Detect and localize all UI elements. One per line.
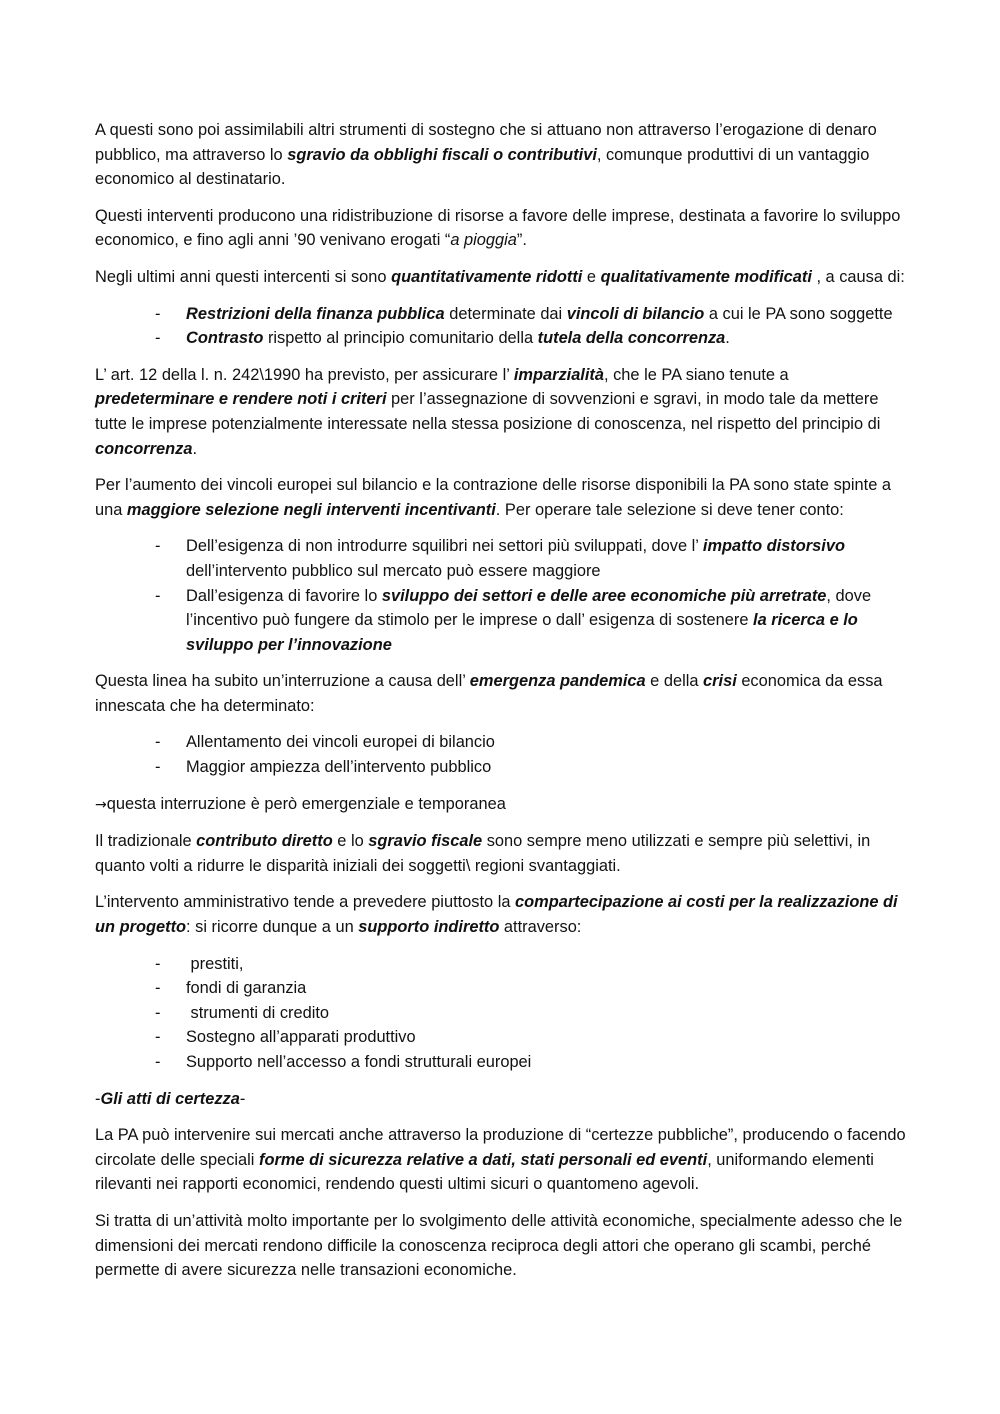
list-item: - Supporto nell’accesso a fondi strutturali europei (95, 1050, 907, 1075)
dash-marker: - (155, 758, 161, 777)
dash-marker: - (155, 537, 161, 556)
bullet-list-3 (95, 730, 907, 779)
list-item: - Dell’esigenza di non introdurre squilibri nei settori più sviluppati, dove l’ impatto distorsivo dell’intervento pubblico sul mercato può essere maggiore (95, 534, 907, 583)
arrow-right-icon: → (95, 796, 107, 813)
paragraph-5: Per l’aumento dei vincoli europei sul bilancio e la contrazione delle risorse disponibili la PA sono state spinte a una maggiore selezione negli interventi incentivanti. Per operare tale selezione si deve tener conto: (95, 476, 892, 519)
dash-marker: - (155, 733, 161, 752)
section-heading: -Gli atti di certezza- (95, 1089, 246, 1108)
paragraph-6: Questa linea ha subito un’interruzione a causa dell’ emergenza pandemica e della crisi economica da essa innescata che ha determinato: (95, 672, 883, 715)
emphasis: qualitativamente modificati (600, 267, 812, 286)
emphasis: sgravio da obblighi fiscali o contributivi (287, 145, 597, 164)
dash-marker: - (155, 1028, 161, 1047)
paragraph-7: →questa interruzione è però emergenziale e temporanea (95, 794, 506, 813)
document-body (95, 118, 907, 1295)
list-item: - Allentamento dei vincoli europei di bilancio (95, 730, 907, 755)
paragraph-4: L’ art. 12 della l. n. 242\1990 ha previsto, per assicurare l’ imparzialità, che le PA siano tenute a predeterminare e rendere noti i criteri per l’assegnazione di sovvenzioni e sgravi, in modo tale da mettere tutte le imprese potenzialmente interessate nella stessa posizione di conoscenza, nel rispetto del principio di concorrenza. (95, 365, 881, 458)
dash-marker: - (155, 954, 161, 973)
paragraph-11: Si tratta di un’attività molto importante per lo svolgimento delle attività economiche, specialmente adesso che le dimensioni dei mercati rendono difficile la conoscenza reciproca degli attori che operano gli scambi, perché permette di avere sicurezza nelle transazioni economiche. (95, 1211, 903, 1280)
bullet-list-4 (95, 952, 907, 1075)
bullet-list-2 (95, 534, 907, 657)
italic-text: a pioggia (450, 231, 517, 250)
list-item: - Sostegno all’apparati produttivo (95, 1025, 907, 1050)
paragraph-9: L’intervento amministrativo tende a prevedere piuttosto la compartecipazione ai costi per la realizzazione di un progetto: si ricorre dunque a un supporto indiretto attraverso: (95, 893, 898, 937)
paragraph-2: Questi interventi producono una ridistribuzione di risorse a favore delle imprese, destinata a favorire lo sviluppo economico, e fino agli anni ’90 venivano erogati “a pioggia”. (95, 206, 901, 250)
list-item: - Restrizioni della finanza pubblica determinate dai vincoli di bilancio a cui le PA sono soggette (95, 302, 907, 327)
dash-marker: - (155, 1053, 161, 1071)
dash-marker: - (155, 304, 161, 323)
dash-marker: - (155, 586, 161, 605)
emphasis: quantitativamente ridotti (391, 267, 583, 286)
dash-marker: - (155, 329, 161, 348)
dash-marker: - (155, 979, 161, 998)
paragraph-3: Negli ultimi anni questi intercenti si sono quantitativamente ridotti e qualitativamente modificati , a causa di: (95, 267, 905, 286)
bullet-list-1 (95, 302, 907, 351)
list-item: - prestiti, (95, 952, 907, 977)
paragraph-10: La PA può intervenire sui mercati anche attraverso la produzione di “certezze pubbliche”, producendo o facendo circolate delle speciali forme di sicurezza relative a dati, stati personali ed eventi, uniformando elementi rilevanti nei rapporti economici, rendendo questi ultimi sicuri o quantomeno agevoli. (95, 1126, 906, 1194)
list-item: - Dall’esigenza di favorire lo sviluppo dei settori e delle aree economiche più arretrate, dove l’incentivo può fungere da stimolo per le imprese o dall’ esigenza di sostenere la ricerca e lo sviluppo per l’innovazione (95, 584, 907, 658)
list-item: - Contrasto rispetto al principio comunitario della tutela della concorrenza. (95, 326, 907, 351)
paragraph-8: Il tradizionale contributo diretto e lo sgravio fiscale sono sempre meno utilizzati e sempre più selettivi, in quanto volti a ridurre le disparità iniziali dei soggetti\ regioni svantaggiati. (95, 832, 871, 875)
list-item: - fondi di garanzia (95, 976, 907, 1001)
dash-marker: - (155, 1003, 161, 1022)
list-item: - Maggior ampiezza dell’intervento pubblico (95, 755, 907, 780)
list-item: - strumenti di credito (95, 1001, 907, 1026)
paragraph-1: A questi sono poi assimilabili altri strumenti di sostegno che si attuano non attraverso l’erogazione di denaro pubblico, ma attraverso lo sgravio da obblighi fiscali o contributivi, comunque produttivi di un vantaggio economico al destinatario. (95, 121, 877, 189)
